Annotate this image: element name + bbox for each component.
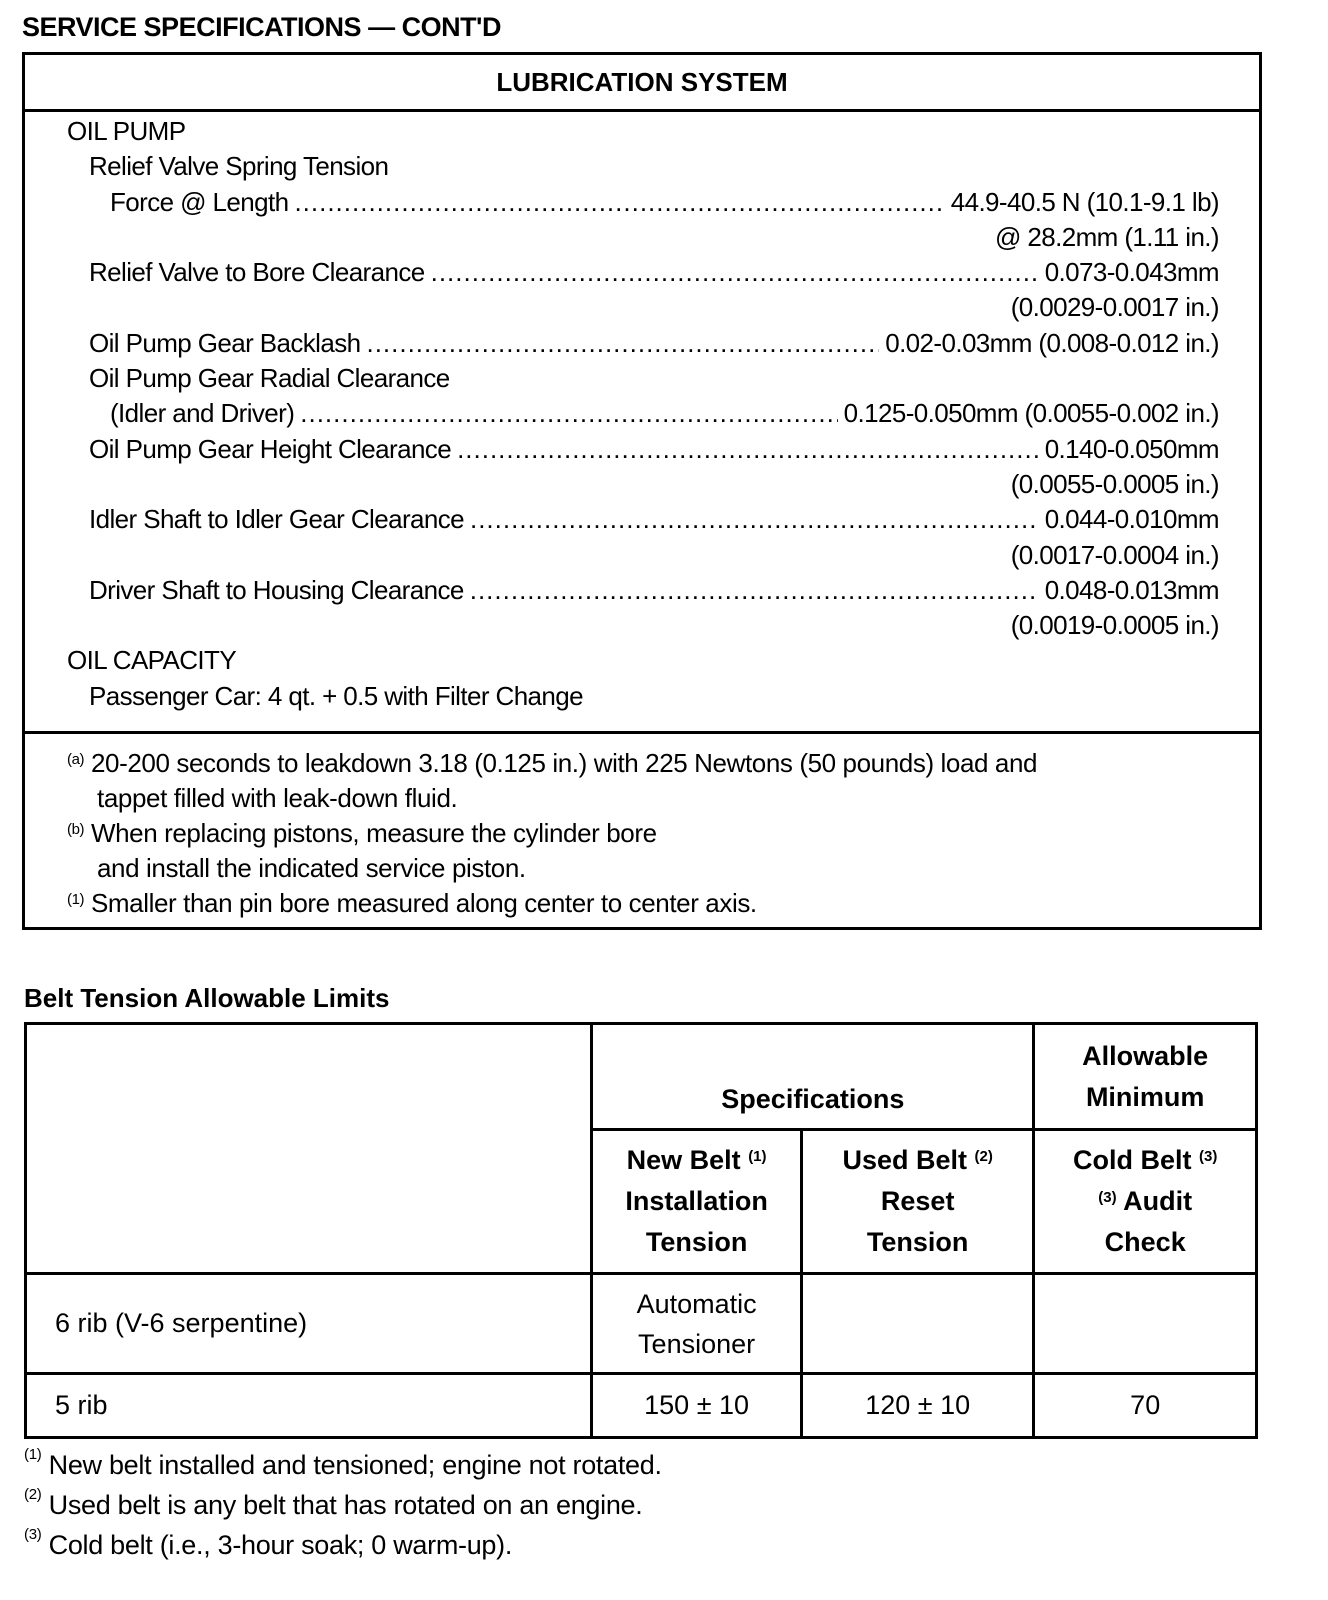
belt-section-title: Belt Tension Allowable Limits	[24, 983, 390, 1013]
footnote-mark: (1)	[24, 1446, 42, 1463]
spec-value-cont: (0.0029-0.0017 in.)	[1010, 292, 1219, 323]
footnote-mark: (3)	[24, 1526, 42, 1543]
heading-radial: Oil Pump Gear Radial Clearance	[89, 363, 450, 394]
spec-label: Idler Shaft to Idler Gear Clearance	[89, 504, 464, 535]
cell-line: Automatic	[636, 1288, 757, 1319]
row-label: 6 rib (V-6 serpentine)	[26, 1274, 592, 1374]
col-cold-belt	[1034, 1130, 1257, 1274]
footnote-mark: (2)	[24, 1486, 42, 1503]
dot-leader	[470, 502, 1039, 537]
footnote-text: Smaller than pin bore measured along center to center axis.	[90, 888, 757, 918]
cell-new	[592, 1274, 802, 1374]
empty-header-cell	[26, 1024, 592, 1274]
footnotes	[25, 734, 1259, 921]
heading-oil-capacity: OIL CAPACITY	[67, 645, 237, 676]
heading-oil-pump: OIL PUMP	[67, 116, 186, 146]
dot-leader	[431, 255, 1039, 290]
belt-footnote	[24, 1526, 513, 1561]
spec-row	[25, 185, 1219, 220]
spec-label: Oil Pump Gear Height Clearance	[89, 433, 452, 464]
spec-row	[25, 502, 1219, 537]
footnote-text: When replacing pistons, measure the cylinder bore	[90, 818, 657, 848]
cell-cold: 70	[1034, 1374, 1257, 1438]
spec-row	[25, 432, 1219, 467]
spec-label: Force @ Length	[110, 186, 289, 217]
spec-row	[25, 255, 1219, 290]
header-line: Audit	[1123, 1186, 1193, 1216]
footnote-text: Cold belt (i.e., 3-hour soak; 0 warm-up).	[48, 1530, 513, 1560]
oil-capacity-value: Passenger Car: 4 qt. + 0.5 with Filter Change	[89, 680, 583, 711]
spec-value: 0.140-0.050mm	[1044, 433, 1219, 464]
header-line: Tension	[866, 1227, 969, 1257]
footnote-text: 20-200 seconds to leakdown 3.18 (0.125 in.) with 225 Newtons (50 pounds) load and	[90, 748, 1038, 778]
header-line: Reset	[880, 1186, 955, 1216]
footnote-text: and install the indicated service piston.	[97, 853, 526, 883]
dot-leader	[366, 326, 879, 361]
table-row	[26, 1274, 1257, 1374]
cell-used	[801, 1274, 1033, 1374]
dot-leader	[294, 185, 944, 220]
footnote-mark: (a)	[67, 751, 85, 768]
specifications-header: Specifications	[592, 1024, 1034, 1130]
page-title: SERVICE SPECIFICATIONS — CONT'D	[22, 12, 501, 42]
cell-new: 150 ± 10	[592, 1374, 802, 1438]
spec-value: 0.073-0.043mm	[1044, 257, 1219, 288]
spec-value-cont: (0.0017-0.0004 in.)	[1010, 539, 1219, 570]
footnote-1	[67, 886, 1219, 921]
allowable-minimum-header	[1034, 1024, 1257, 1130]
belt-tension-table	[24, 1022, 1258, 1439]
spec-value: 0.048-0.013mm	[1044, 574, 1219, 605]
header-line: Minimum	[1085, 1081, 1205, 1112]
dot-leader	[457, 432, 1039, 467]
belt-footnote	[24, 1446, 662, 1481]
cell-cold	[1034, 1274, 1257, 1374]
cell-line: Tensioner	[638, 1328, 756, 1359]
heading-relief-spring: Relief Valve Spring Tension	[89, 151, 389, 182]
footnote-text: New belt installed and tensioned; engine not rotated.	[48, 1450, 662, 1480]
spec-value-cont: @ 28.2mm (1.11 in.)	[994, 221, 1219, 252]
header-line: Installation	[625, 1186, 768, 1216]
footnote-mark: (3)	[1199, 1148, 1218, 1165]
spec-value-cont: (0.0055-0.0005 in.)	[1010, 468, 1219, 499]
footnote-mark: (2)	[974, 1148, 993, 1165]
spec-list	[25, 112, 1259, 734]
spec-row	[25, 573, 1219, 608]
spec-label: Relief Valve to Bore Clearance	[89, 257, 425, 288]
footnote-a	[67, 746, 1219, 781]
header-line: Used Belt	[842, 1145, 968, 1175]
spec-label: Oil Pump Gear Backlash	[89, 327, 361, 358]
footnote-b	[67, 816, 1219, 851]
spec-value: 0.125-0.050mm (0.0055-0.002 in.)	[843, 398, 1219, 429]
row-label: 5 rib	[26, 1374, 592, 1438]
spec-value: 0.02-0.03mm (0.008-0.012 in.)	[885, 327, 1219, 358]
spec-row	[25, 326, 1219, 361]
spec-value: 44.9-40.5 N (10.1-9.1 lb)	[950, 186, 1219, 217]
table-row	[26, 1374, 1257, 1438]
header-line: Cold Belt	[1073, 1145, 1192, 1175]
header-line: Check	[1104, 1227, 1186, 1257]
col-used-belt	[801, 1130, 1033, 1274]
header-line: Allowable	[1082, 1040, 1209, 1071]
spec-row	[25, 396, 1219, 431]
col-new-belt	[592, 1130, 802, 1274]
footnote-text: Used belt is any belt that has rotated on an engine.	[48, 1490, 643, 1520]
section-header: LUBRICATION SYSTEM	[25, 55, 1259, 112]
lubrication-system-box	[22, 52, 1262, 930]
footnote-mark: (1)	[748, 1148, 767, 1165]
footnote-mark: (1)	[67, 891, 85, 908]
belt-footnote	[24, 1486, 643, 1521]
spec-value: 0.044-0.010mm	[1044, 504, 1219, 535]
spec-label: Driver Shaft to Housing Clearance	[89, 574, 464, 605]
dot-leader	[470, 573, 1039, 608]
cell-used: 120 ± 10	[801, 1374, 1033, 1438]
spec-value-cont: (0.0019-0.0005 in.)	[1010, 610, 1219, 641]
spec-label: (Idler and Driver)	[110, 398, 295, 429]
footnote-mark: (3)	[1098, 1189, 1117, 1206]
header-line: Tension	[645, 1227, 748, 1257]
dot-leader	[300, 396, 837, 431]
header-line: New Belt	[626, 1145, 741, 1175]
footnote-mark: (b)	[67, 821, 85, 838]
footnote-text: tappet filled with leak-down fluid.	[97, 783, 458, 813]
